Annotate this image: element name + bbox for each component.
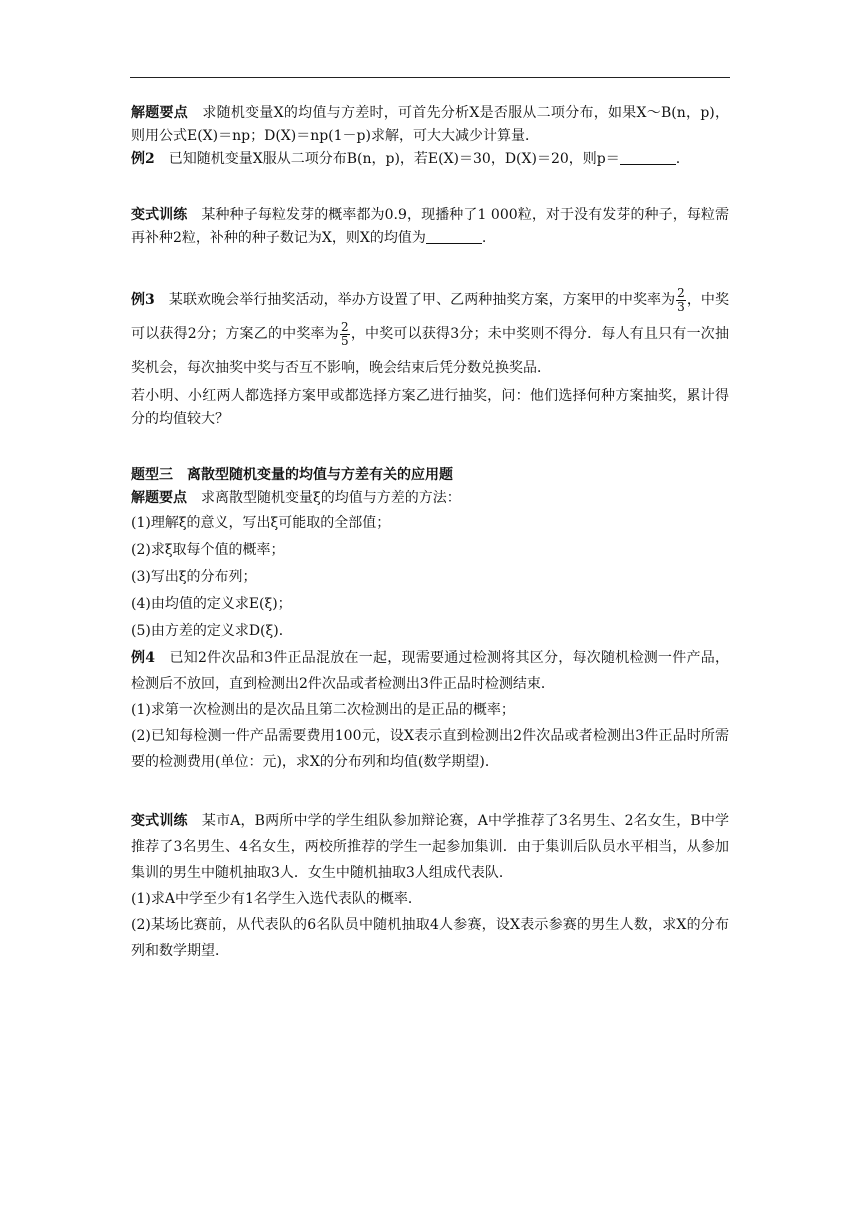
step-2: (2)求ξ取每个值的概率； [131,542,285,558]
header-rule [130,77,730,78]
variant-question-1: (1)求A中学至少有1名学生入选代表队的概率． [131,891,422,907]
spacer [131,775,729,808]
variant-label: 变式训练 [131,207,188,223]
step-5: (5)由方差的定义求D(ξ)． [131,623,293,639]
answer-blank [426,229,482,244]
variant-text: 某种种子每粒发芽的概率都为0.9，现播种了1 000粒，对于没有发芽的种子，每粒需再补种2粒，补种的种子数记为X，则X的均值为 [131,207,730,246]
variant-training-1 [131,204,729,250]
variant-label: 变式训练 [131,813,188,829]
example-3-question: 若小明、小红两人都选择方案甲或都选择方案乙进行抽奖，问：他们选择何种方案抽奖，累计得分的均值较大？ [131,388,729,427]
example-4-question-2: (2)已知每检测一件产品需要费用100元，设X表示直到检测出2件次品或者检测出3件正品时所需要的检测费用(单位：元)，求X的分布列和均值(数学期望)． [131,728,729,770]
spacer [131,431,729,464]
example-text: 已知随机变量X服从二项分布B(n，p)，若E(X)＝30，D(X)＝20，则p＝ [154,151,620,167]
fraction-two-fifths [340,321,350,348]
example-text-1: 某联欢晚会举行抽奖活动，举办方设置了甲、乙两种抽奖方案，方案甲的中奖率为 [154,292,676,308]
fraction-numerator: 2 [340,319,349,334]
example-4-question-1: (1)求第一次检测出的是次品且第二次检测出的是正品的概率； [131,702,515,718]
tip-paragraph-1 [131,102,729,148]
tip-label: 解题要点 [131,490,187,506]
example-2 [131,148,729,171]
step-4: (4)由均值的定义求E(ξ)； [131,596,292,612]
example-text: 已知2件次品和3件正品混放在一起，现需要通过检测将其区分，每次随机检测一件产品，检测后不放回，直到检测出2件次品或者检测出3件正品时检测结束． [131,650,730,692]
tip-label: 解题要点 [131,105,189,121]
example-label: 例3 [131,292,155,308]
step-1: (1)理解ξ的意义，写出ξ可能取的全部值； [131,515,391,531]
variant-question-2: (2)某场比赛前，从代表队的6名队员中随机抽取4人参赛，设X表示参赛的男生人数，求X的分布列和数学期望． [131,917,729,959]
answer-blank [620,150,676,165]
document-page [131,102,729,964]
example-label: 例4 [131,650,155,666]
tip-text: 求离散型随机变量ξ的均值与方差的方法： [187,490,461,506]
spacer [131,250,729,283]
step-3: (3)写出ξ的分布列； [131,569,257,585]
tip-text: 求随机变量X的均值与方差时，可首先分析X是否服从二项分布，如果X～B(n，p)，则用公式E(X)＝np；D(X)＝np(1－p)求解，可大大减少计算量． [131,105,730,144]
example-label: 例2 [131,151,155,167]
period: . [481,230,487,246]
fraction-two-thirds [676,287,686,314]
variant-text: 某市A，B两所中学的学生组队参加辩论赛，A中学推荐了3名男生、2名女生，B中学推荐了3名男生、4名女生，两校所推荐的学生一起参加集训．由于集训后队员水平相当，从参加集训的男生中随机抽取3人．女生中随机抽取3人组成代表队． [131,813,729,881]
example-text-3: ，中奖可以获得3分；未中奖则不得分．每人有且只有一次抽奖机会，每次抽奖中奖与否互不影响，晚会结束后凭分数兑换奖品． [131,326,729,376]
variant-training-2 [131,808,729,886]
section-title: 题型三 离散型随机变量的均值与方差有关的应用题 [131,467,453,483]
period: . [675,151,681,167]
example-4 [131,645,729,697]
tip-paragraph-2 [131,487,729,510]
fraction-denominator: 5 [340,333,349,348]
spacer [131,171,729,204]
fraction-denominator: 3 [677,299,685,314]
example-text-2: ，中奖可以获得2分；方案乙的中奖率为 [131,292,729,342]
fraction-numerator: 2 [677,285,685,300]
example-3 [131,283,729,385]
